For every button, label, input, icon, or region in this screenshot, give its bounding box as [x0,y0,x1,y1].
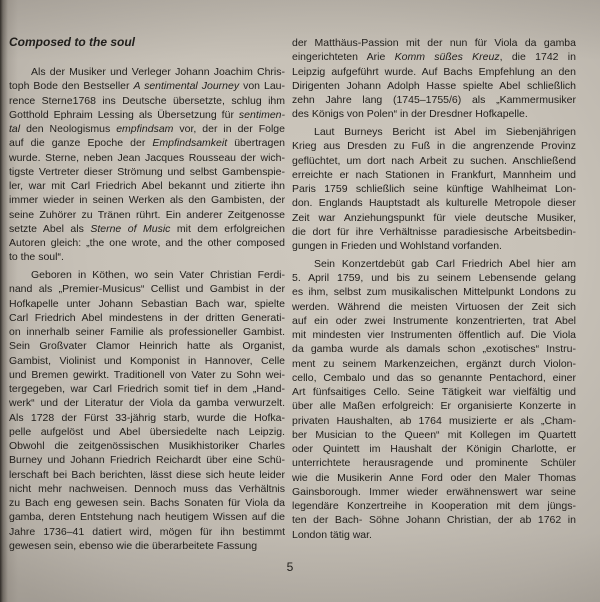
text-segment: lerschaft bei Bach berichten, lässt diese sich heute leider [9,468,285,481]
text-segment: eingerichteten Arie [292,51,395,64]
text-segment: ment zu seinem Markenzeichen, ergänzt durch Violon- [292,357,576,370]
text-segment: da gamba wurde als damals schon „exotisches“ Instru- [292,343,576,356]
italic-text: tal [9,123,21,135]
page-number: 5 [286,560,294,574]
text-segment: wie die Musikerin Anne Ford oder den Maler Thomas [292,471,576,484]
text-segment: zehn Jahre lang (1745–1755/6) als „Kammermusiker [292,94,576,106]
text-line [292,107,576,121]
text-segment: auf ein oder zwei Instrumente konzentrierten, trat Abel [292,314,576,327]
text-segment: gewesen sein, ebenso wie die überarbeitete Fassung [9,539,258,552]
text-segment: Art fünfsaitiges Cello. Seine Tätigkeit war vielfältig und [292,386,576,398]
text-line [292,196,576,210]
text-line [292,211,576,225]
text-segment: Laut Burneys Bericht ist Abel im Siebenjährigen [314,126,576,138]
text-segment: ler, war mit Carl Friedrich Abel bekannt und zitierte ihn [9,180,285,192]
text-line [9,282,285,296]
text-column-left [9,65,285,553]
text-line [9,208,285,222]
text-segment: gamba, deren Entstehung nach heutigem Wissen auf die [9,511,285,524]
text-segment: des Königs von Polen“ in der Dresdner Hofkapelle. [292,108,528,121]
text-segment: Burney und Johann Friedrich Reichardt über eine Schü- [9,454,285,467]
text-line [9,382,285,396]
text-segment: Autoren gleich: „the one wrote, and the other composed [9,237,285,249]
text-segment: Dirigenten Johann Adolph Hasse spielte Abel schließlich [292,79,576,92]
text-line [292,271,576,285]
text-segment: werden. Während die meisten Virtuosen der Zeit sich [292,300,576,313]
text-line [9,297,285,311]
text-line [292,414,576,428]
text-line [9,311,285,325]
text-line [9,268,285,282]
text-segment: London tätig war. [292,528,372,541]
text-line [9,453,285,467]
text-line [292,285,576,299]
text-line [292,456,576,470]
text-line [292,385,576,399]
paragraph [292,257,576,542]
text-segment: geflüchtet, um dort nach Arbeit zu suchen. Anschließend [292,154,576,167]
paragraph [292,36,576,122]
text-segment: es ihm, selbst zum musikalischen Mittelpunkt Londons zu [292,286,576,299]
text-segment: wurde. Sterne, neben Jean Jacques Rousseau der wich- [9,151,285,164]
text-segment: pelle aufgelöst und Abel übersiedelte nach Leipzig. [9,425,285,438]
text-segment: , die 1742 in [499,51,576,64]
text-line [292,182,576,196]
text-segment: nand als „Premier-Musicus“ Cellist und Gambist in der [9,283,285,296]
text-segment: immer wieder in seinen Werken als den Gambisten, der [9,194,285,207]
text-segment: to the soul“. [9,251,64,264]
text-line [292,79,576,93]
text-segment: mit mindesten vier Instrumenten öffentlich auf. Die Viola [292,329,576,341]
text-segment: Als der Musiker und Verleger Johann Joachim Chris- [31,66,285,78]
text-line [9,482,285,496]
text-segment: Krieg aus Dresden zu Fuß in die angrenzende Provinz [292,140,576,153]
text-line [9,94,285,108]
text-line [292,257,576,271]
text-line [9,250,285,264]
text-line [292,225,576,239]
text-segment: die dort für ihre Verhältnisse paradiesische Arbeitsbedin- [292,225,576,238]
text-segment: ten der Bach- Söhne Johann Christian, der ab 1762 in [292,514,576,527]
italic-text: Empfindsamkeit [152,137,228,150]
text-line [292,357,576,371]
text-line [292,485,576,499]
text-segment: on innerhalb seiner Familie als professioneller Gambist. [9,326,285,338]
article-title: Composed to the soul [9,35,135,49]
text-line [292,513,576,527]
text-line [292,371,576,385]
text-line [9,425,285,439]
text-segment: legendäre Konzertreihe in Kooperation mit dem jüngs- [292,500,576,512]
text-segment: nicht mehr nachweisen. Dennoch muss das Verhältnis [9,482,285,495]
text-line [9,439,285,453]
text-line [9,325,285,339]
text-segment: werk“ und der Literatur der Viola da gamba verwurzelt. [9,397,285,410]
text-line [9,122,285,136]
text-segment: tigste Vertreter dieser Strömung und selbst Gambenspie- [9,165,285,178]
paragraph [292,125,576,253]
text-line [292,528,576,542]
text-segment: von Lau- [239,80,286,93]
text-segment: seine Zuhörer zu Tränen rührt. Ein anderer Zeitgenosse [9,208,285,221]
text-line [9,339,285,353]
text-segment: vor, der in der Folge [173,123,285,135]
text-segment: Leipzig aufgeführt wurde. Auf Bachs Empfehlung an den [292,65,576,78]
text-segment: übertragen [227,137,285,150]
text-line [9,136,285,150]
text-line [292,154,576,168]
text-column-right [292,36,576,542]
text-segment: Sein Konzertdebüt gab Carl Friedrich Abel hier am [314,257,576,270]
text-segment: Gotthold Ephraim Lessing als Übersetzung für [9,108,239,121]
text-line [9,411,285,425]
text-line [292,399,576,413]
text-segment: privaten Haushalten, ab 1764 musizierte er als „Cham- [292,414,576,427]
text-line [292,300,576,314]
text-line [9,236,285,250]
text-line [292,342,576,356]
text-line [9,510,285,524]
italic-text: Sterne of Music [90,222,171,235]
text-segment: cello, Cembalo und das so genannte Pentachord, einer [292,371,576,384]
text-line [9,193,285,207]
text-line [9,368,285,382]
text-segment: Hofkapelle unter Johann Sebastian Bach war, spielte [9,297,285,310]
text-line [292,139,576,153]
italic-text: Komm süßes Kreuz [394,51,500,64]
text-segment: Sein Großvater Clamor Heinrich hatte als Organist, [9,340,285,353]
text-segment: ber Musician to the Queen“ mit Kollegen im Quartett [292,428,576,441]
text-line [292,93,576,107]
text-line [9,539,285,553]
text-line [292,239,576,253]
text-line [9,65,285,79]
text-segment: Als 1728 der Fürst 33-jährig starb, wurde die Hofka- [9,411,285,424]
text-segment: Zeit war Anziehungspunkt für viele deutsche Musiker, [292,211,576,224]
text-line [9,468,285,482]
text-line [9,151,285,165]
text-segment: setzte Abel als [9,222,91,235]
italic-text: sentimen- [238,108,285,121]
text-line [292,36,576,50]
text-segment: Gambist, Violinist und Komponist in Hannover, Celle [9,354,285,367]
text-line [292,442,576,456]
text-segment: rence Sterne1768 ins Deutsche übersetzte, schlug ihm [9,94,285,107]
text-segment: und Bremen gewirkt. Traditionell von Vater zu Sohn wei- [9,368,285,381]
text-line [9,354,285,368]
text-segment: toph Bode den Bestseller [9,80,134,93]
text-line [9,396,285,410]
text-line [9,525,285,539]
italic-text: A sentimental Journey [133,80,240,93]
text-segment: der Matthäus-Passion mit der nun für Viola da gamba [292,37,576,49]
text-line [9,79,285,93]
italic-text: empfindsam [116,123,174,135]
text-segment: Jahre 1736–41 datiert wird, mögen für ihn bestimmt [9,525,285,538]
text-line [292,168,576,182]
text-line [292,428,576,442]
text-line [9,165,285,179]
text-segment: tergegeben, war Carl Friedrich somit tief in dem „Hand- [9,383,285,395]
text-segment: unterrichtete herausragende und prominente Schüler [292,457,576,470]
text-segment: oder Quintett im Haushalt der Königin Charlotte, er [292,443,576,455]
text-line [292,328,576,342]
text-line [292,471,576,485]
text-segment: den Neologismus [20,123,117,135]
text-segment: über alle Maßen erfolgreich: Er organisierte Konzerte in [292,400,576,413]
text-segment: Carl Friedrich Abel mindestens in der dritten Generati- [9,311,285,324]
text-line [292,499,576,513]
text-segment: don. Englands Hauptstadt als kulturelle Metropole dieser [292,197,576,210]
text-line [292,50,576,64]
text-segment: zu Bach eng gewesen sein. Bachs Sonaten für Viola da [9,497,285,509]
text-segment: mit dem erfolgreichen [170,222,285,235]
text-line [9,108,285,122]
paragraph [9,65,285,265]
text-segment: gungen in Frieden und Wohlstand vorfanden. [292,240,502,252]
text-segment: auf die ganze Epoche der [9,137,153,150]
text-line [292,65,576,79]
text-segment: erreichte er nach Stationen in Frankfurt, Mannheim und [292,168,576,181]
text-segment: Geboren in Köthen, wo sein Vater Christian Ferdi- [31,269,285,281]
text-line [9,179,285,193]
text-segment: 5. April 1759, und bis zu seinem Lebensende gelang [292,272,576,284]
text-segment: Gainsborough. Immer wieder erwähnenswert war seine [292,485,576,498]
text-line [292,125,576,139]
text-line [292,314,576,328]
text-segment: Paris 1759 schließlich seine künftige Wahlheimat Lon- [292,183,576,195]
text-segment: Obwohl die zeitgenössischen Musikhistoriker Charles [9,440,285,452]
paragraph [9,268,285,553]
text-line [9,222,285,236]
text-line [9,496,285,510]
